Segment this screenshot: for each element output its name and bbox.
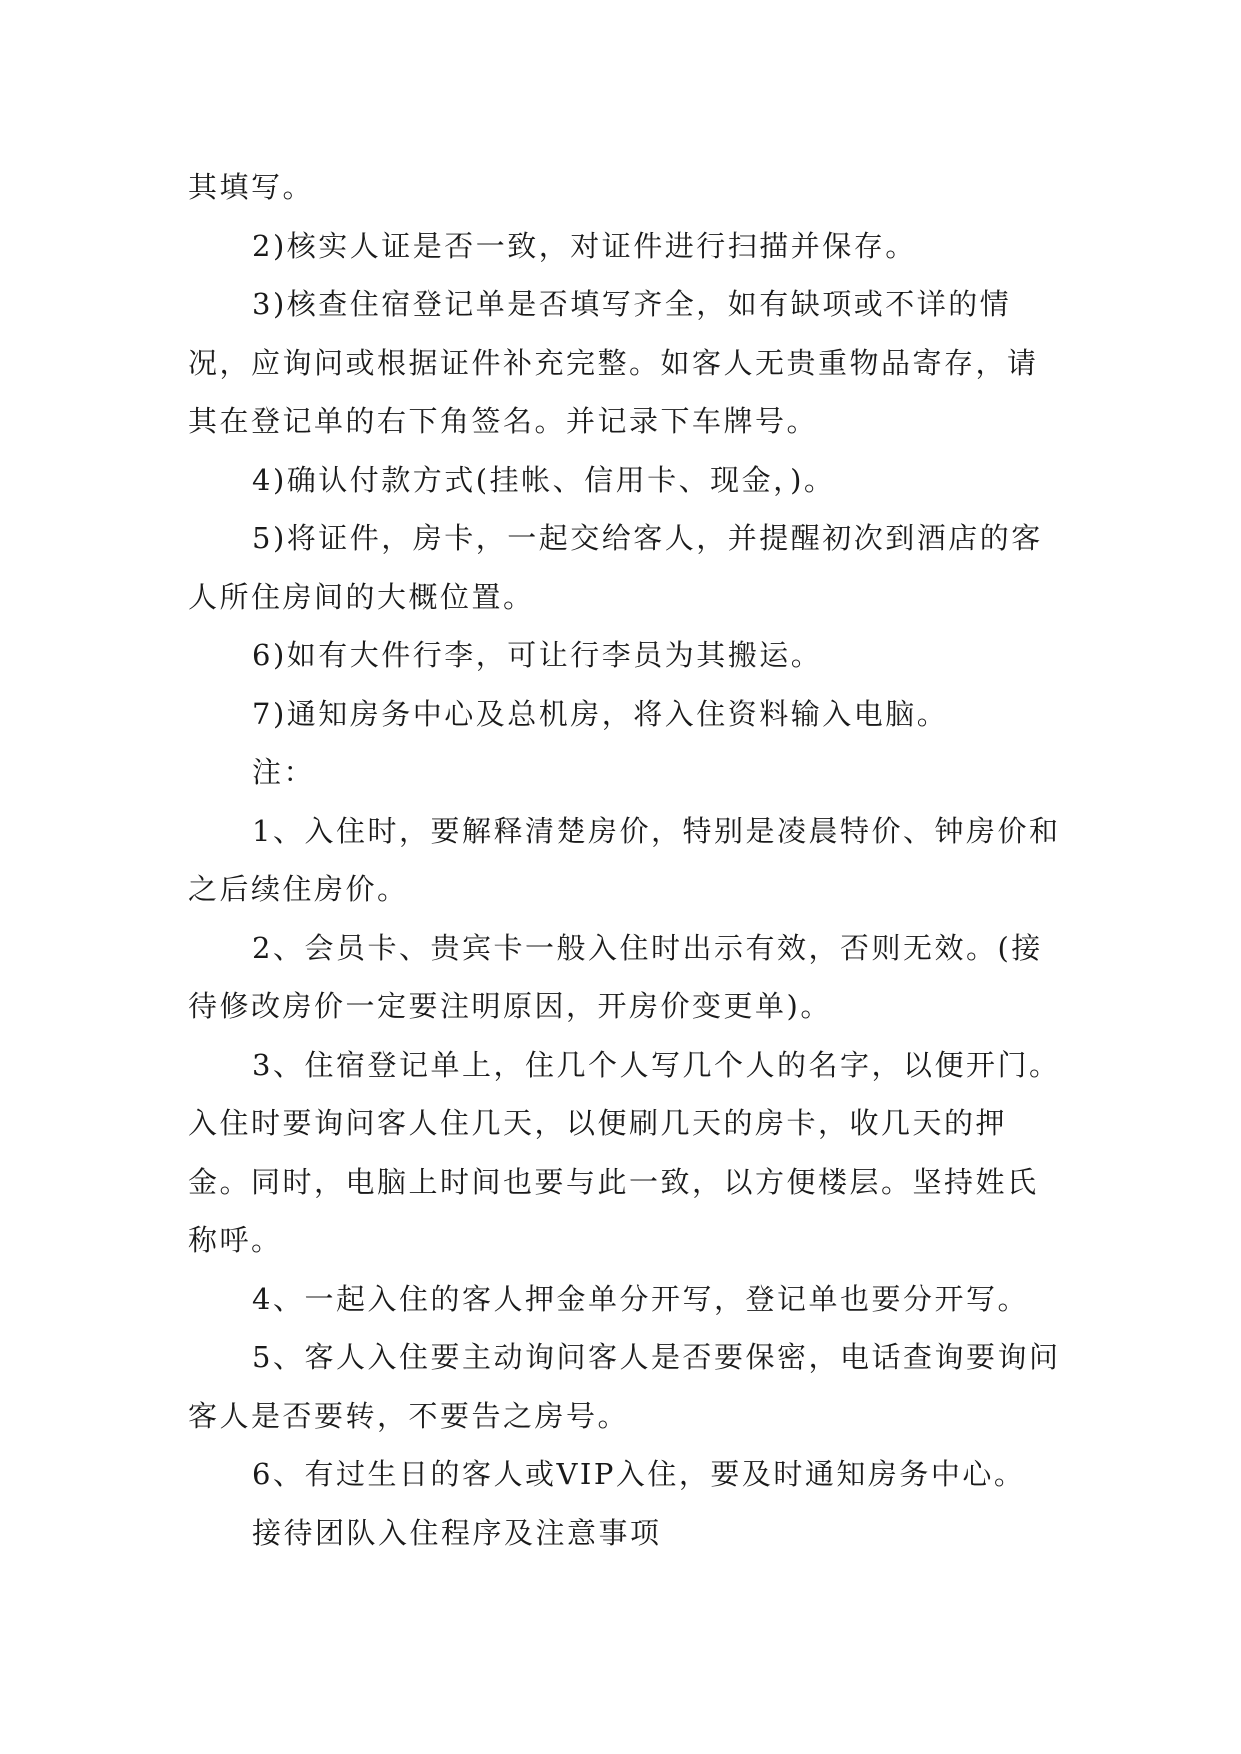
paragraph: 其填写。	[188, 170, 315, 204]
section-heading: 接待团队入住程序及注意事项	[252, 1515, 662, 1550]
paragraph: 3)核查住宿登记单是否填写齐全，如有缺项或不详的情况，应询问或根据证件补充完整。如客人无贵重物品寄存，请其在登记单的右下角签名。并记录下车牌号。	[188, 287, 1039, 438]
paragraph: 6)如有大件行李，可让行李员为其搬运。	[252, 638, 823, 672]
document-body	[188, 158, 1068, 1562]
note-heading: 注：	[252, 755, 316, 789]
paragraph: 3、住宿登记单上，住几个人写几个人的名字，以便开门。入住时要询问客人住几天，以便刷几天的房卡，收几天的押金。同时，电脑上时间也要与此一致，以方便楼层。坚持姓氏称呼。	[188, 1047, 1061, 1257]
paragraph: 5)将证件，房卡，一起交给客人，并提醒初次到酒店的客人所住房间的大概位置。	[188, 521, 1043, 614]
paragraph: 2)核实人证是否一致，对证件进行扫描并保存。	[252, 228, 917, 263]
paragraph: 5、客人入住要主动询问客人是否要保密，电话查询要询问客人是否要转，不要告之房号。	[188, 1340, 1061, 1433]
paragraph: 1、入住时，要解释清楚房价，特别是凌晨特价、钟房价和之后续住房价。	[188, 813, 1061, 906]
paragraph: 6、有过生日的客人或VIP入住，要及时通知房务中心。	[252, 1457, 1026, 1491]
paragraph: 4)确认付款方式(挂帐、信用卡、现金，)。	[252, 462, 836, 497]
paragraph: 2、会员卡、贵宾卡一般入住时出示有效，否则无效。(接待修改房价一定要注明原因，开房价变更单)。	[188, 930, 1043, 1023]
paragraph: 7)通知房务中心及总机房，将入住资料输入电脑。	[252, 696, 949, 731]
paragraph: 4、一起入住的客人押金单分开写，登记单也要分开写。	[252, 1281, 1029, 1316]
